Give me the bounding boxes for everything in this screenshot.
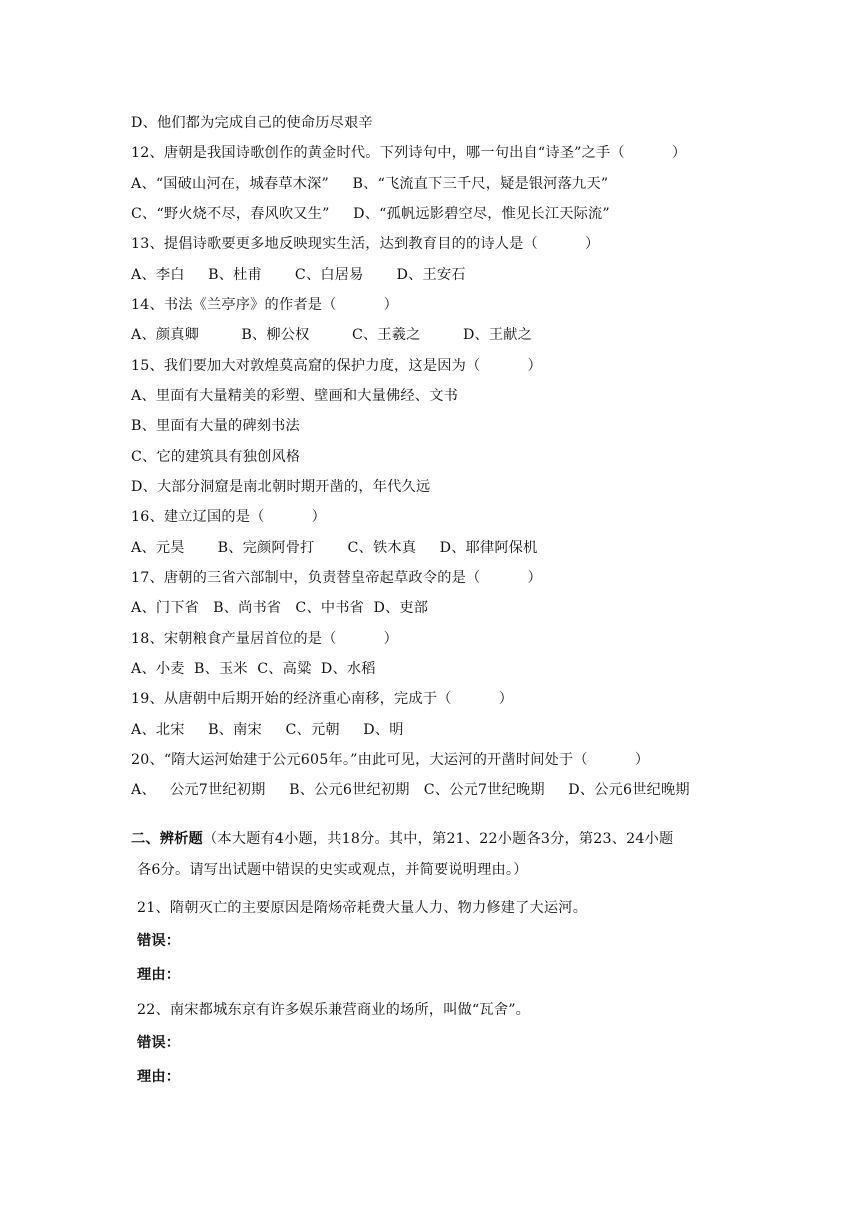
question-13: 13、提倡诗歌要更多地反映现实生活，达到教育目的的诗人是（ ） [131,236,600,252]
option-line: A、北宋 B、南宋 C、元朝 D、明 [131,722,404,738]
option-line: A、元昊 B、完颜阿骨打 C、铁木真 D、耶律阿保机 [131,540,538,556]
option-line: C、“野火烧不尽，春风吹又生” D、“孤帆远影碧空尽，惟见长江天际流” [131,206,610,222]
reason-label: 理由： [137,1069,181,1085]
option-line: A、李白 B、杜甫 C、白居易 D、王安石 [131,267,466,283]
question-22: 22、南宋都城东京有许多娱乐兼营商业的场所，叫做“瓦舍”。 [137,1002,531,1018]
reason-label: 理由： [137,967,181,983]
option-line: B、里面有大量的碑刻书法 [131,418,300,434]
section-2-title: 二、辨析题 [131,831,203,847]
option-line: A、颜真卿 B、柳公权 C、王羲之 D、王献之 [131,327,533,343]
error-label: 错误： [137,933,181,949]
error-label: 错误： [137,1035,181,1051]
question-21: 21、隋朝灭亡的主要原因是隋炀帝耗费大量人力、物力修建了大运河。 [137,900,588,916]
question-17: 17、唐朝的三省六部制中，负责替皇帝起草政令的是（ ） [131,570,542,586]
section-2-header [131,829,673,849]
section-2-desc: （本大题有4小题，共18分。其中，第21、22小题各3分，第23、24小题 [202,831,674,847]
option-line: C、它的建筑具有独创风格 [131,449,301,465]
option-line: D、他们都为完成自己的使命历尽艰辛 [131,115,373,131]
option-line: A、 公元7世纪初期 B、公元6世纪初期 C、公元7世纪晚期 D、公元6世纪晚期 [131,782,690,798]
question-16: 16、建立辽国的是（ ） [131,509,327,525]
question-15: 15、我们要加大对敦煌莫高窟的保护力度，这是因为（ ） [131,358,542,374]
section-2-desc-cont: 各6分。请写出试题中错误的史实或观点，并简要说明理由。） [137,862,528,878]
option-line: A、“国破山河在，城春草木深” B、“飞流直下三千尺，疑是银河落九天” [131,176,609,192]
question-12: 12、唐朝是我国诗歌创作的黄金时代。下列诗句中，哪一句出自“诗圣”之手（ ） [131,145,687,161]
question-14: 14、书法《兰亭序》的作者是（ ） [131,297,398,313]
option-line: A、门下省 B、尚书省 C、中书省 D、吏部 [131,600,429,616]
question-19: 19、从唐朝中后期开始的经济重心南移，完成于（ ） [131,691,514,707]
question-20: 20、“隋大运河始建于公元605年。”由此可见，大运河的开凿时间处于（ ） [131,752,650,768]
question-18: 18、宋朝粮食产量居首位的是（ ） [131,631,398,647]
option-line: A、里面有大量精美的彩塑、壁画和大量佛经、文书 [131,388,458,404]
option-line: D、大部分洞窟是南北朝时期开凿的，年代久远 [131,479,431,495]
option-line: A、小麦 B、玉米 C、高粱 D、水稻 [131,661,376,677]
